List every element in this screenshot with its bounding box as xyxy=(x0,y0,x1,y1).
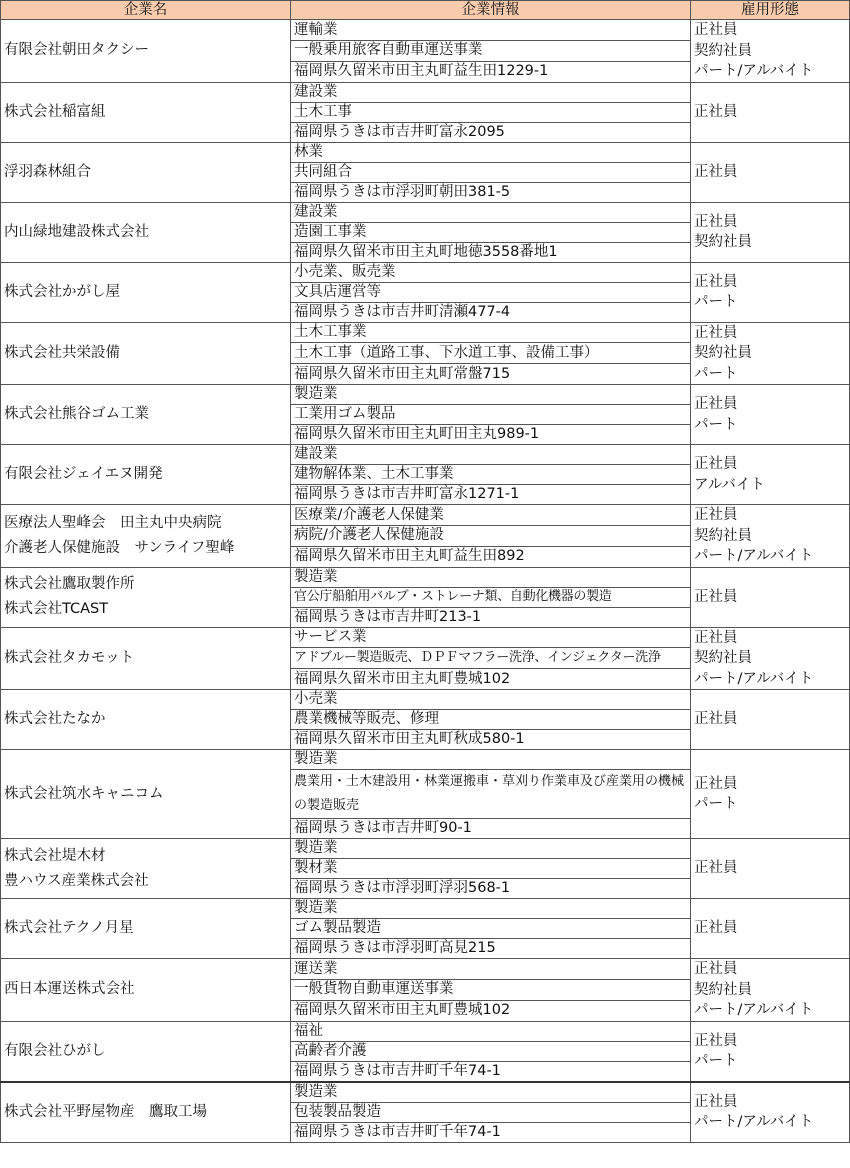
employment-type: 契約社員 xyxy=(694,345,752,361)
employment-type: 正社員 xyxy=(694,588,738,605)
employment-cell xyxy=(691,20,850,83)
company-info-address: 福岡県うきは市浮羽町浮羽568-1 xyxy=(291,879,691,899)
company-info-business: 製材業 xyxy=(291,859,691,879)
company-info-business: 農業用・土木建設用・林業運搬車・草刈り作業車及び産業用の機械の製造販売 xyxy=(291,770,691,819)
employment-cell xyxy=(691,839,850,899)
company-name: 有限会社ジェイエヌ開発 xyxy=(4,466,163,483)
company-name-cell xyxy=(1,567,291,627)
employment-type: パート xyxy=(694,1053,738,1069)
company-info-industry: 建設業 xyxy=(291,82,691,102)
company-name: 西日本運送株式会社 xyxy=(4,981,135,998)
employment-type: 正社員 xyxy=(694,324,738,341)
company-info-business: 土木工事（道路工事、下水道工事、設備工事） xyxy=(291,343,691,364)
employment-type: 正社員 xyxy=(694,273,738,290)
company-name: 株式会社熊谷ゴム工業 xyxy=(4,406,149,423)
company-info-industry: 製造業 xyxy=(291,1082,691,1103)
employment-cell xyxy=(691,385,850,445)
company-info-business: 一般貨物自動車運送事業 xyxy=(291,979,691,1000)
employment-type: 正社員 xyxy=(694,1093,738,1110)
company-name: 内山緑地建設株式会社 xyxy=(4,223,149,240)
company-name: 有限会社ひがし xyxy=(4,1042,106,1059)
header-info: 企業情報 xyxy=(291,1,691,20)
employment-cell xyxy=(691,142,850,202)
table-row xyxy=(1,322,850,343)
company-info-address: 福岡県久留米市田主丸町田主丸989-1 xyxy=(291,425,691,445)
table-row xyxy=(1,142,850,162)
company-info-business: 包装製品製造 xyxy=(291,1102,691,1122)
employment-cell xyxy=(691,750,850,839)
company-info-industry: 建設業 xyxy=(291,202,691,222)
employment-type: 正社員 xyxy=(694,456,738,472)
company-info-business: 造園工事業 xyxy=(291,222,691,242)
table-row xyxy=(1,262,850,282)
employment-cell xyxy=(691,899,850,959)
employment-cell xyxy=(691,1082,850,1143)
company-info-address: 福岡県久留米市田主丸町益生田892 xyxy=(291,546,691,567)
company-name-cell xyxy=(1,627,291,690)
employment-type: パート/アルバイト xyxy=(694,548,814,564)
company-info-industry: サービス業 xyxy=(291,627,691,648)
company-info-business: ゴム製品製造 xyxy=(291,919,691,939)
company-name-cell xyxy=(1,1021,291,1082)
employment-type: 正社員 xyxy=(694,213,738,230)
company-info-business: アドブルー製造販売、ＤＰＦマフラー洗浄、インジェクター洗浄 xyxy=(291,648,691,669)
employment-cell xyxy=(691,505,850,568)
table-row xyxy=(1,750,850,770)
table-row xyxy=(1,20,850,41)
employment-cell xyxy=(691,262,850,322)
employment-type: 正社員 xyxy=(694,163,738,180)
company-info-address: 福岡県うきは市吉井町213-1 xyxy=(291,607,691,627)
table-row xyxy=(1,627,850,648)
header-row xyxy=(1,1,850,20)
company-info-address: 福岡県うきは市浮羽町朝田381-5 xyxy=(291,182,691,202)
company-name-cell xyxy=(1,959,291,1022)
employment-type: 正社員 xyxy=(694,507,738,523)
company-info-address: 福岡県久留米市田主丸町地徳3558番地1 xyxy=(291,242,691,262)
company-name: 株式会社共栄設備 xyxy=(4,344,120,361)
employment-type: 契約社員 xyxy=(694,650,752,666)
company-name-cell xyxy=(1,750,291,839)
table-row xyxy=(1,385,850,405)
company-info-industry: 医療業/介護老人保健業 xyxy=(291,505,691,526)
employment-type: アルバイト xyxy=(694,476,765,493)
company-info-business: 官公庁船舶用バルブ・ストレーナ類、自動化機器の製造 xyxy=(291,587,691,607)
company-name-cell xyxy=(1,839,291,899)
employment-type: 契約社員 xyxy=(694,234,752,250)
employment-cell xyxy=(691,627,850,690)
company-name: 有限会社朝田タクシー xyxy=(4,42,149,59)
employment-cell xyxy=(691,82,850,142)
company-info-industry: 小売業 xyxy=(291,690,691,710)
company-name: 医療法人聖峰会 田主丸中央病院 xyxy=(4,515,222,532)
company-name: 株式会社タカモット xyxy=(4,649,135,666)
company-info-address: 福岡県久留米市田主丸町豊城102 xyxy=(291,1000,691,1021)
employment-type: パート xyxy=(694,416,738,433)
employment-cell xyxy=(691,690,850,750)
company-name-cell xyxy=(1,899,291,959)
employment-type: パート/アルバイト xyxy=(694,63,814,79)
company-info-address: 福岡県久留米市田主丸町秋成580-1 xyxy=(291,730,691,750)
company-name: 浮羽森林組合 xyxy=(4,163,91,180)
company-name: 株式会社筑水キャニコム xyxy=(4,785,164,802)
company-info-business: 建物解体業、土木工事業 xyxy=(291,465,691,485)
company-name: 介護老人保健施設 サンライフ聖峰 xyxy=(4,539,235,556)
company-name: 株式会社鷹取製作所 xyxy=(4,576,135,593)
employment-type: 正社員 xyxy=(694,711,738,728)
header-company: 企業名 xyxy=(1,1,291,20)
company-info-industry: 林業 xyxy=(291,142,691,162)
company-info-business: 病院/介護老人保健施設 xyxy=(291,525,691,546)
table-row xyxy=(1,1082,850,1103)
employment-cell xyxy=(691,567,850,627)
company-info-business: 高齢者介護 xyxy=(291,1041,691,1061)
company-info-address: 福岡県久留米市田主丸町豊城102 xyxy=(291,669,691,690)
employment-type: 正社員 xyxy=(694,103,738,120)
employment-type: 正社員 xyxy=(694,961,738,977)
company-name-cell xyxy=(1,20,291,83)
company-name-cell xyxy=(1,385,291,445)
company-name-cell xyxy=(1,690,291,750)
employment-cell xyxy=(691,202,850,262)
table-row xyxy=(1,567,850,587)
company-info-industry: 建設業 xyxy=(291,445,691,465)
company-info-industry: 運送業 xyxy=(291,959,691,980)
employment-type: 契約社員 xyxy=(694,981,752,998)
employment-cell xyxy=(691,1021,850,1082)
company-info-address: 福岡県久留米市田主丸町益生田1229-1 xyxy=(291,61,691,82)
company-info-business: 文具店運営等 xyxy=(291,282,691,302)
company-name: 株式会社平野屋物産 鷹取工場 xyxy=(4,1103,207,1120)
company-name: 株式会社テクノ月星 xyxy=(4,920,134,937)
company-info-business: 共同組合 xyxy=(291,162,691,182)
company-info-address: 福岡県うきは市吉井町清瀬477-4 xyxy=(291,302,691,322)
employment-cell xyxy=(691,322,850,385)
company-info-address: 福岡県うきは市吉井町千年74-1 xyxy=(291,1061,691,1082)
header-employment: 雇用形態 xyxy=(691,1,850,20)
company-name-cell xyxy=(1,322,291,385)
company-info-address: 福岡県久留米市田主丸町常盤715 xyxy=(291,364,691,385)
employment-type: パート xyxy=(694,365,738,382)
table-row xyxy=(1,505,850,526)
company-name-cell xyxy=(1,445,291,505)
company-name: 豊ハウス産業株式会社 xyxy=(4,872,149,889)
company-name-cell xyxy=(1,202,291,262)
employment-type: 正社員 xyxy=(694,396,738,412)
table-row xyxy=(1,202,850,222)
employment-type: 正社員 xyxy=(694,1032,738,1049)
employment-type: パート/アルバイト xyxy=(694,1002,814,1018)
table-row xyxy=(1,690,850,710)
company-info-business: 農業機械等販売、修理 xyxy=(291,710,691,730)
company-name: 株式会社かがし屋 xyxy=(4,283,120,300)
company-name: 株式会社たなか xyxy=(4,711,106,728)
company-info-business: 土木工事 xyxy=(291,102,691,122)
employment-type: パート/アルバイト xyxy=(694,1114,814,1130)
company-info-address: 福岡県うきは市吉井町千年74-1 xyxy=(291,1122,691,1142)
table-row xyxy=(1,445,850,465)
company-name: 株式会社TCAST xyxy=(4,601,109,617)
employment-type: 契約社員 xyxy=(694,527,752,544)
employment-cell xyxy=(691,445,850,505)
company-info-address: 福岡県うきは市吉井町90-1 xyxy=(291,819,691,839)
company-info-address: 福岡県うきは市吉井町富永2095 xyxy=(291,122,691,142)
employment-type: 契約社員 xyxy=(694,42,752,59)
company-info-industry: 製造業 xyxy=(291,750,691,770)
company-info-industry: 土木工事業 xyxy=(291,322,691,343)
company-name-cell xyxy=(1,1082,291,1143)
table-row xyxy=(1,82,850,102)
company-info-industry: 福祉 xyxy=(291,1021,691,1041)
employment-type: 正社員 xyxy=(694,920,738,937)
company-name-cell xyxy=(1,505,291,568)
company-info-business: 工業用ゴム製品 xyxy=(291,405,691,425)
table-body xyxy=(1,20,850,1143)
employment-type: パート xyxy=(694,796,738,812)
company-name-cell xyxy=(1,262,291,322)
company-info-industry: 製造業 xyxy=(291,899,691,919)
company-name: 株式会社堤木材 xyxy=(4,847,106,864)
company-info-industry: 製造業 xyxy=(291,839,691,859)
company-name-cell xyxy=(1,142,291,202)
employment-type: 正社員 xyxy=(694,22,738,38)
employment-type: 正社員 xyxy=(694,775,738,792)
company-info-industry: 製造業 xyxy=(291,567,691,587)
company-info-address: 福岡県うきは市吉井町富永1271-1 xyxy=(291,485,691,505)
employment-type: パート xyxy=(694,294,738,310)
company-name-cell xyxy=(1,82,291,142)
company-info-industry: 小売業、販売業 xyxy=(291,262,691,282)
company-info-industry: 運輸業 xyxy=(291,20,691,41)
employment-cell xyxy=(691,959,850,1022)
table-row xyxy=(1,1021,850,1041)
employment-type: パート/アルバイト xyxy=(694,670,814,687)
company-info-industry: 製造業 xyxy=(291,385,691,405)
company-info-address: 福岡県うきは市浮羽町高見215 xyxy=(291,939,691,959)
table-row xyxy=(1,899,850,919)
table-row xyxy=(1,959,850,980)
employment-type: 正社員 xyxy=(694,629,738,646)
employment-type: 正社員 xyxy=(694,860,738,877)
company-info-business: 一般乗用旅客自動車運送事業 xyxy=(291,40,691,61)
company-name: 株式会社稲富組 xyxy=(4,103,106,120)
table-row xyxy=(1,839,850,859)
